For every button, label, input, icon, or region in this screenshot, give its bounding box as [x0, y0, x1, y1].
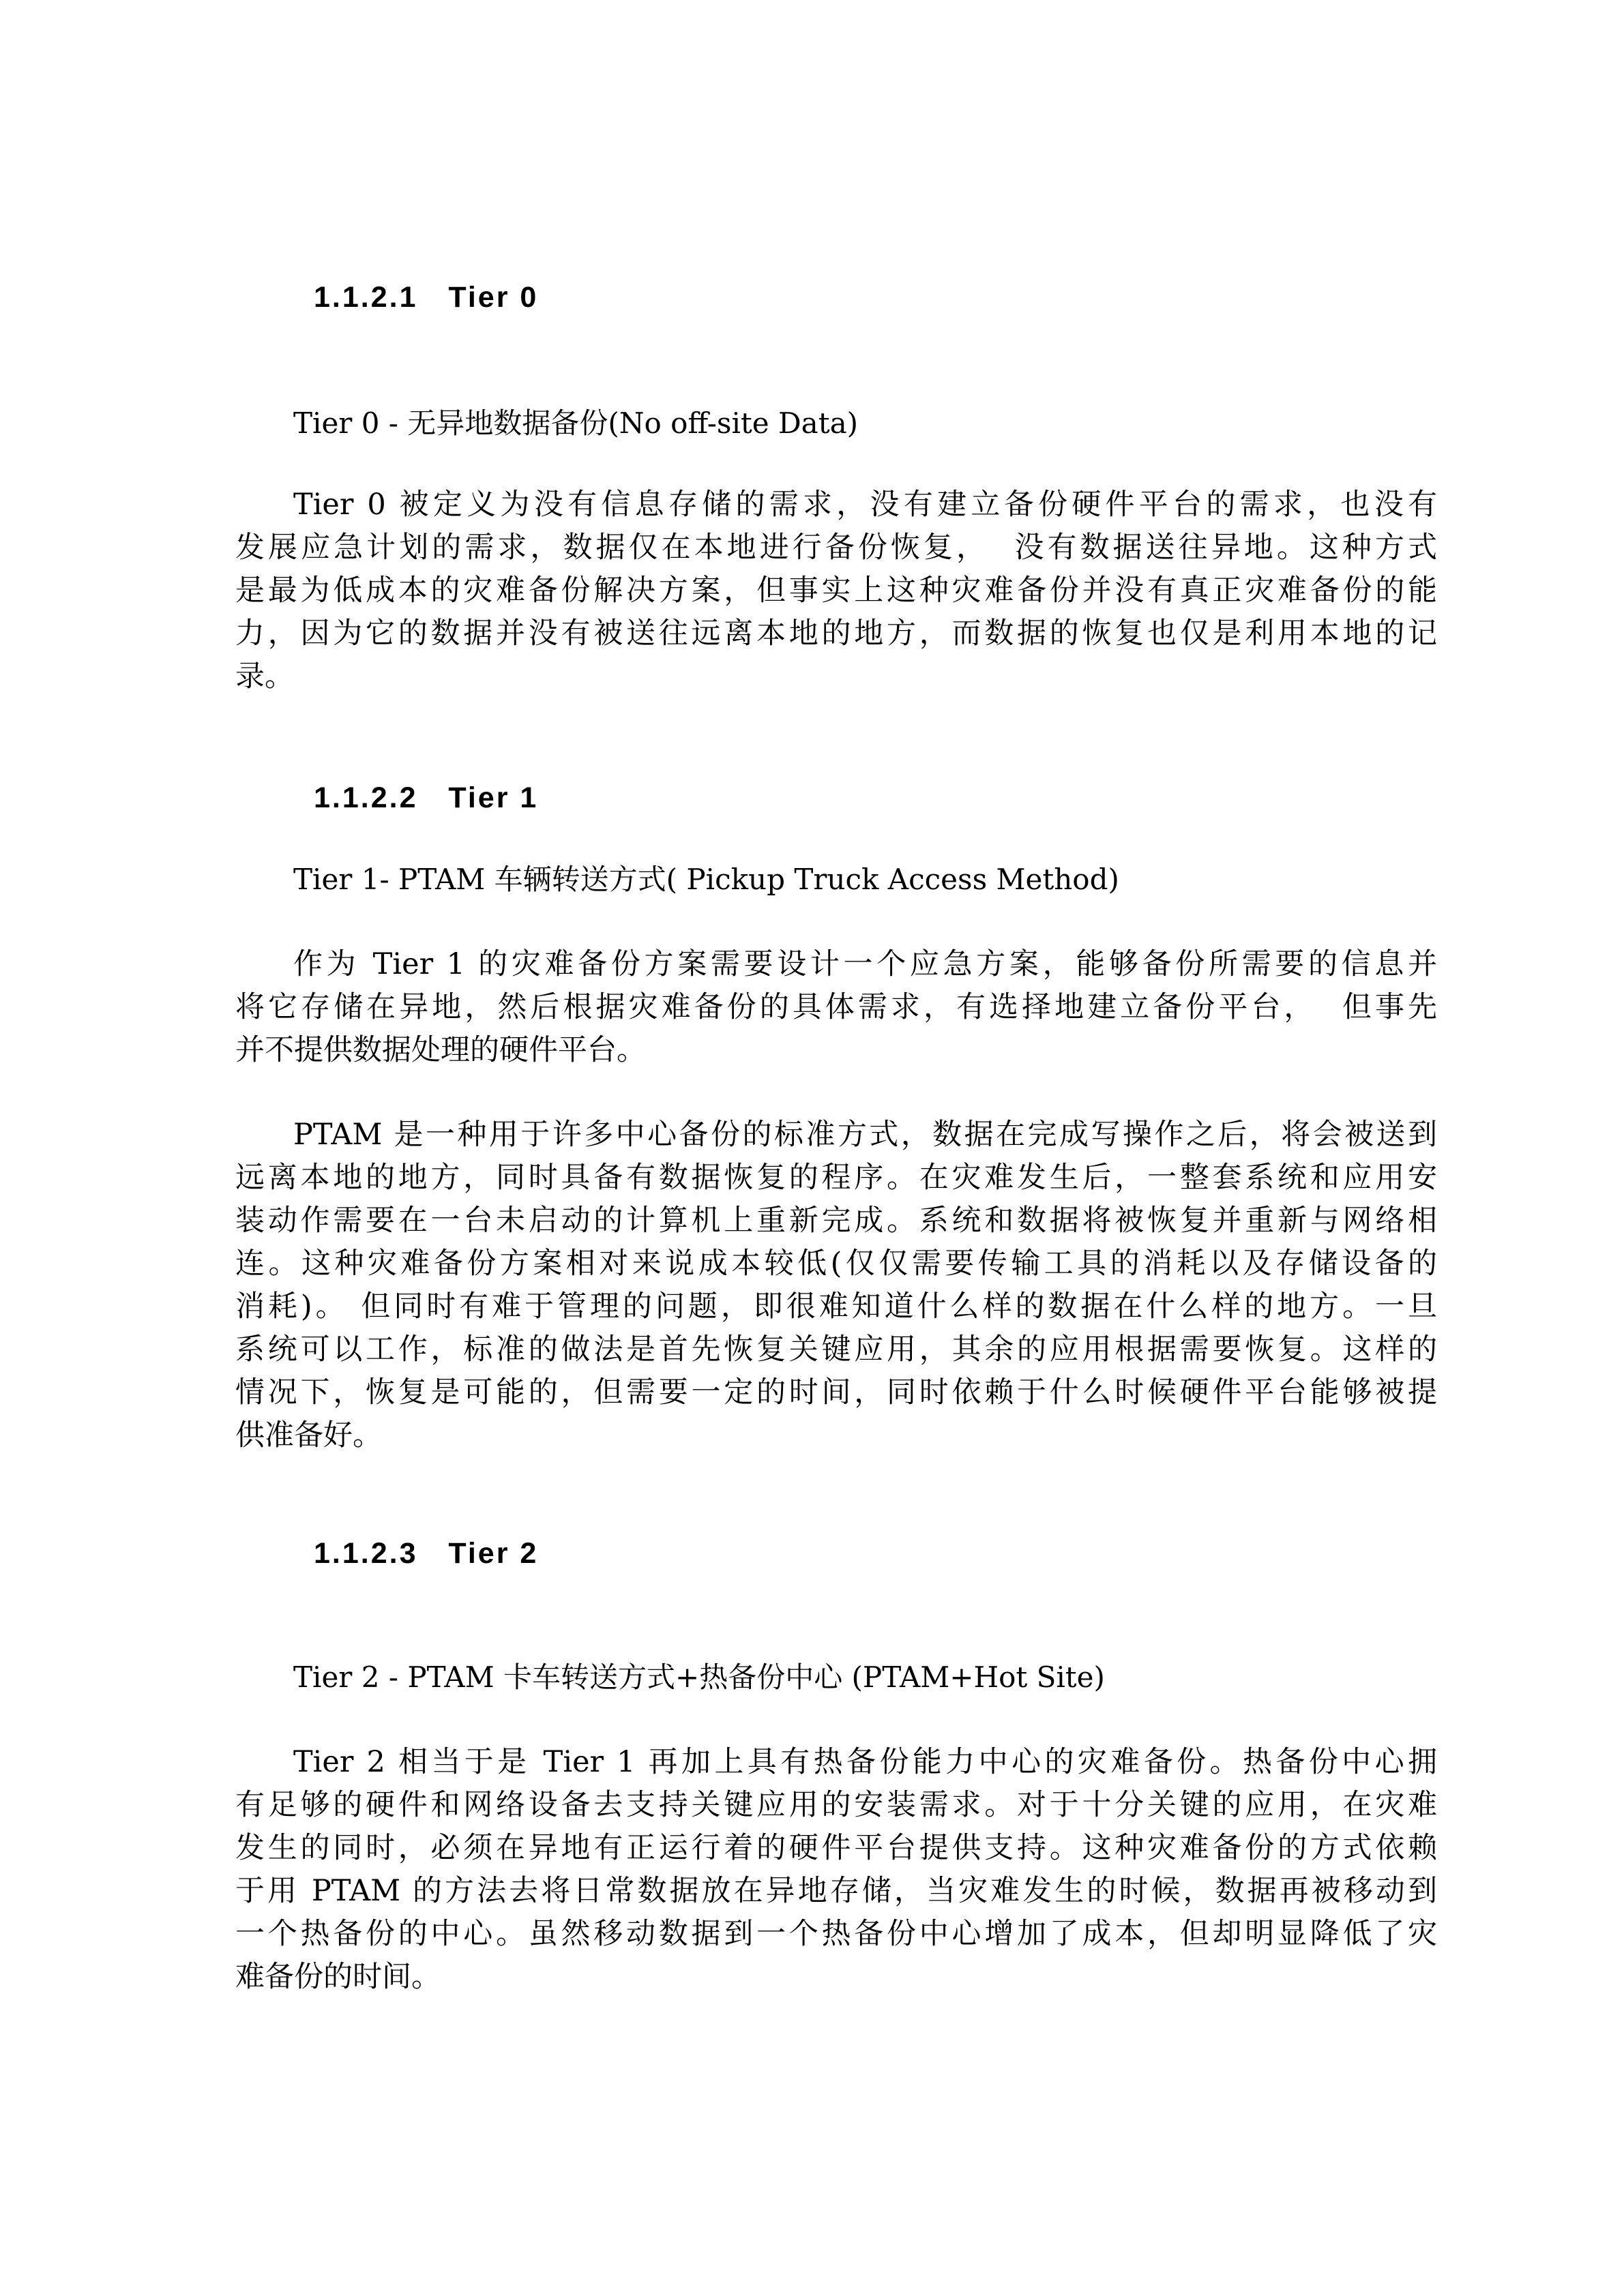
paragraph-line: 情况下，恢复是可能的，但需要一定的时间，同时依赖于什么时候硬件平台能够被提: [235, 1375, 1437, 1410]
paragraph-line: 系统可以工作，标准的做法是首先恢复关键应用，其余的应用根据需要恢复。这样的: [235, 1332, 1437, 1367]
body-paragraph: [235, 1741, 1437, 1999]
paragraph-line: Tier 0 被定义为没有信息存储的需求，没有建立备份硬件平台的需求，也没有: [293, 488, 1437, 522]
paragraph-line: 一个热备份的中心。虽然移动数据到一个热备份中心增加了成本，但却明显降低了灾: [235, 1917, 1437, 1951]
paragraph-line: 装动作需要在一台未启动的计算机上重新完成。系统和数据将被恢复并重新与网络相: [235, 1204, 1437, 1238]
paragraph-line: 供准备好。: [235, 1418, 382, 1452]
section-heading: 1.1.2.3 Tier 2: [314, 1537, 539, 1570]
section-heading: 1.1.2.2 Tier 1: [314, 781, 539, 814]
paragraph-line: Tier 2 相当于是 Tier 1 再加上具有热备份能力中心的灾难备份。热备份中心拥: [293, 1745, 1437, 1779]
paragraph-line: 消耗)。 但同时有难于管理的问题，即很难知道什么样的数据在什么样的地方。一旦: [235, 1289, 1437, 1324]
paragraph-line: 作为 Tier 1 的灾难备份方案需要设计一个应急方案，能够备份所需要的信息并: [293, 947, 1437, 981]
paragraph-line: 连。这种灾难备份方案相对来说成本较低(仅仅需要传输工具的消耗以及存储设备的: [235, 1247, 1437, 1281]
body-paragraph: [235, 483, 1437, 698]
section-subtitle: Tier 2 - PTAM 卡车转送方式+热备份中心 (PTAM+Hot Site): [293, 1660, 1105, 1694]
paragraph-line: 远离本地的地方，同时具备有数据恢复的程序。在灾难发生后，一整套系统和应用安: [235, 1161, 1437, 1195]
paragraph-line: 将它存储在异地，然后根据灾难备份的具体需求，有选择地建立备份平台， 但事先: [235, 990, 1437, 1024]
body-paragraph: [235, 1114, 1437, 1457]
paragraph-line: 是最为低成本的灾难备份解决方案，但事实上这种灾难备份并没有真正灾难备份的能: [235, 573, 1437, 608]
paragraph-line: 发生的同时，必须在异地有正运行着的硬件平台提供支持。这种灾难备份的方式依赖: [235, 1831, 1437, 1865]
paragraph-line: 并不提供数据处理的硬件平台。: [235, 1033, 646, 1067]
paragraph-line: 难备份的时间。: [235, 1960, 441, 1994]
section-subtitle: Tier 0 - 无异地数据备份(No off-site Data): [293, 406, 859, 440]
paragraph-line: 发展应急计划的需求，数据仅在本地进行备份恢复， 没有数据送往异地。这种方式: [235, 531, 1437, 565]
body-paragraph: [235, 943, 1437, 1072]
paragraph-line: 录。: [235, 659, 294, 694]
section-subtitle: Tier 1- PTAM 车辆转送方式( Pickup Truck Access Method): [293, 863, 1119, 896]
section-heading: 1.1.2.1 Tier 0: [314, 281, 539, 314]
paragraph-line: 于用 PTAM 的方法去将日常数据放在异地存储，当灾难发生的时候，数据再被移动到: [235, 1874, 1437, 1908]
paragraph-line: PTAM 是一种用于许多中心备份的标准方式，数据在完成写操作之后，将会被送到: [293, 1118, 1437, 1152]
paragraph-line: 力，因为它的数据并没有被送往远离本地的地方，而数据的恢复也仅是利用本地的记: [235, 616, 1437, 651]
paragraph-line: 有足够的硬件和网络设备去支持关键应用的安装需求。对于十分关键的应用，在灾难: [235, 1788, 1437, 1822]
